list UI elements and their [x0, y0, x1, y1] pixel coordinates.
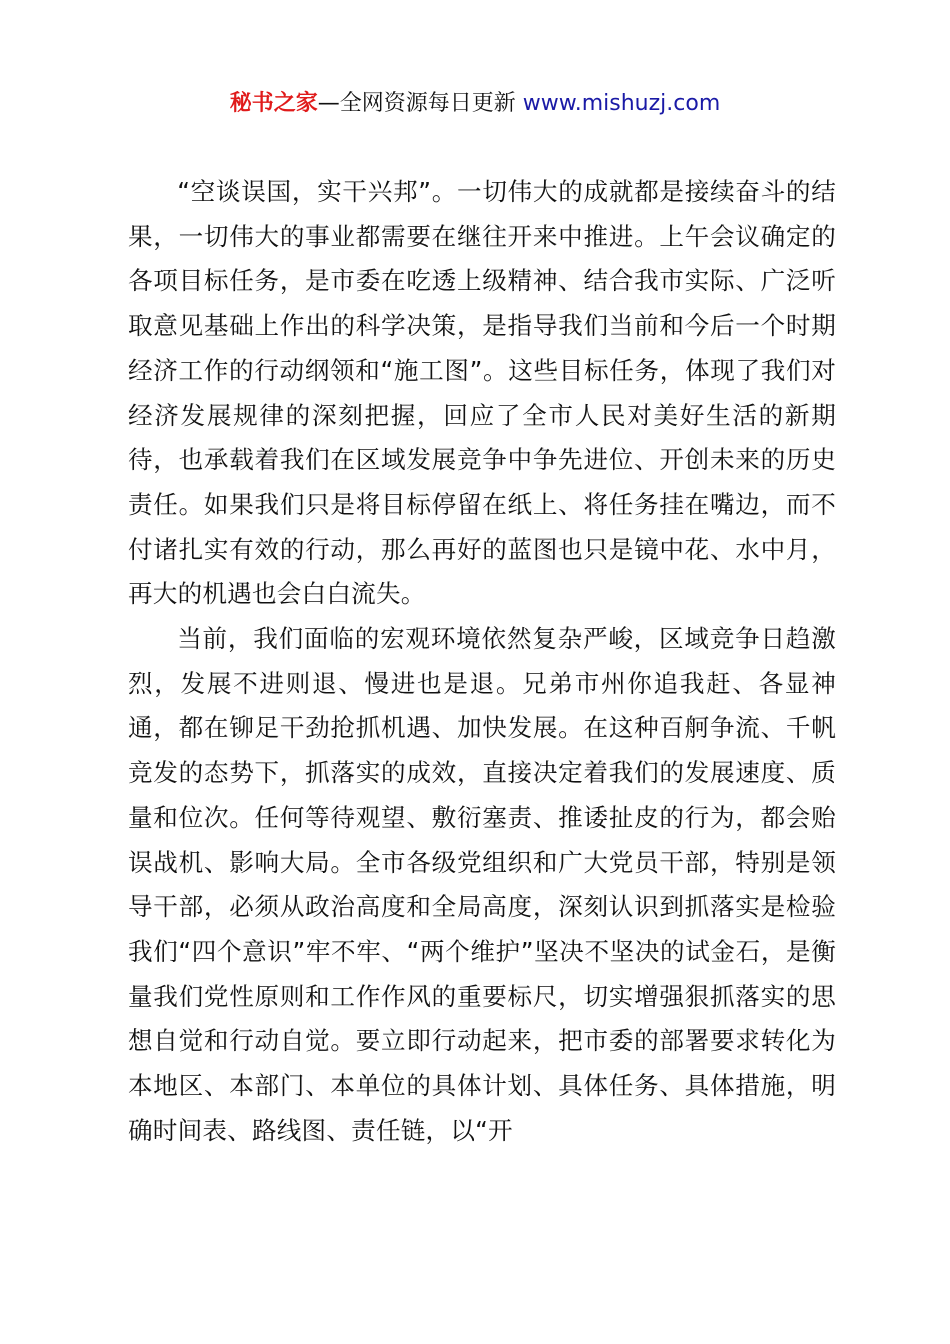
document-body: [128, 170, 836, 1153]
header-brand: 秘书之家: [229, 91, 318, 116]
paragraph: 当前，我们面临的宏观环境依然复杂严峻，区域竞争日趋激烈，发展不进则退、慢进也是退。兄弟市州你追我赶、各显神通，都在铆足干劲抢抓机遇、加快发展。在这种百舸争流、千帆竞发的态势下，抓落实的成效，直接决定着我们的发展速度、质量和位次。任何等待观望、敷衍塞责、推诿扯皮的行为，都会贻误战机、影响大局。全市各级党组织和广大党员干部，特别是领导干部，必须从政治高度和全局高度，深刻认识到抓落实是检验我们“四个意识”牢不牢、“两个维护”坚决不坚决的试金石，是衡量我们党性原则和工作作风的重要标尺，切实增强狠抓落实的思想自觉和行动自觉。要立即行动起来，把市委的部署要求转化为本地区、本部门、本单位的具体计划、具体任务、具体措施，明确时间表、路线图、责任链，以“开: [128, 624, 836, 1145]
header-tagline: —全网资源每日更新: [317, 91, 523, 116]
paragraph: “空谈误国，实干兴邦”。一切伟大的成就都是接续奋斗的结果，一切伟大的事业都需要在继往开来中推进。上午会议确定的各项目标任务，是市委在吃透上级精神、结合我市实际、广泛听取意见基础上作出的科学决策，是指导我们当前和今后一个时期经济工作的行动纲领和“施工图”。这些目标任务，体现了我们对经济发展规律的深刻把握，回应了全市人民对美好生活的新期待，也承载着我们在区域发展竞争中争先进位、开创未来的历史责任。如果我们只是将目标停留在纸上、将任务挂在嘴边，而不付诸扎实有效的行动，那么再好的蓝图也只是镜中花、水中月，再大的机遇也会白白流失。: [128, 177, 836, 609]
header-url[interactable]: www.mishuzj.com: [522, 91, 721, 116]
page-header: [0, 88, 950, 120]
